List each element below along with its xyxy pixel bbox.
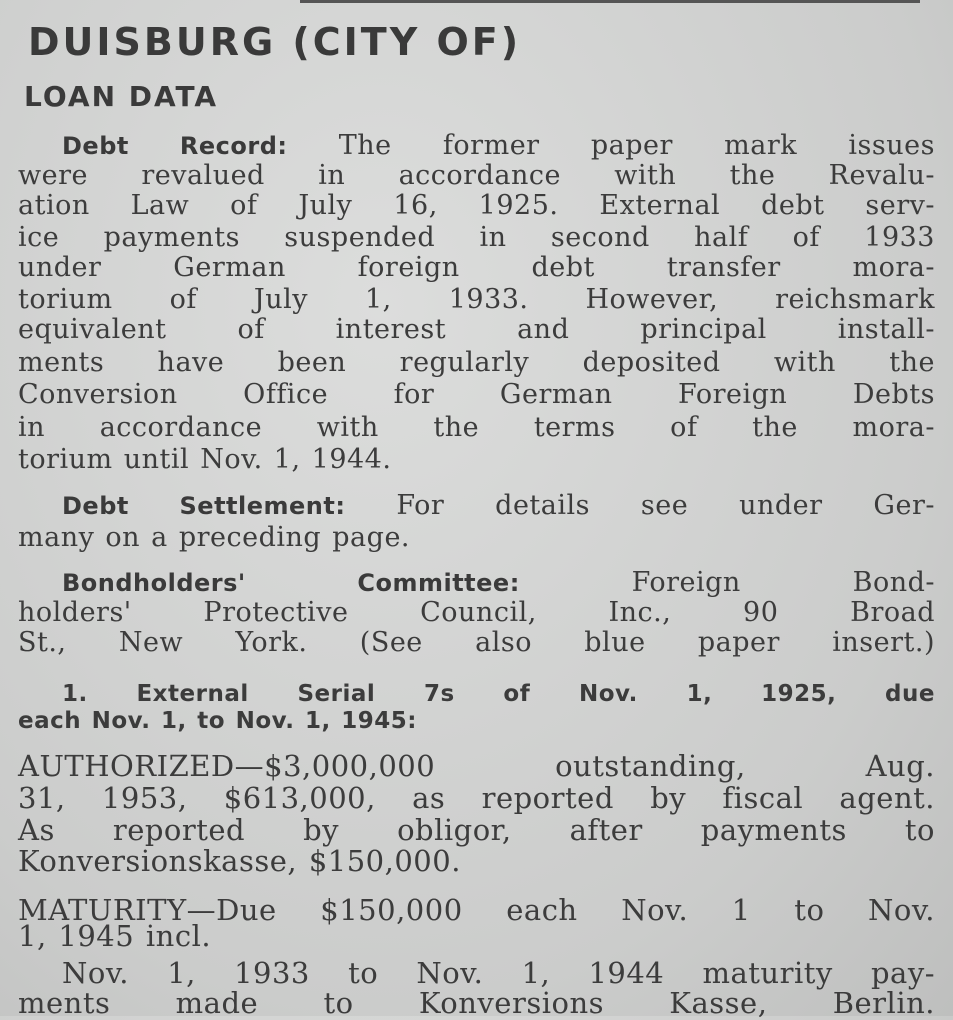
- line-text: torium of July 1, 1933. However, reichsmark: [18, 284, 935, 315]
- text-line: [18, 412, 935, 444]
- paragraph-lead: Debt Settlement:: [62, 492, 346, 520]
- line-text: in accordance with the terms of the mora-: [18, 412, 935, 443]
- text-line: [18, 444, 391, 476]
- text-line: [62, 567, 935, 599]
- line-text: under German foreign debt transfer mora-: [18, 252, 935, 283]
- line-text: ments made to Konversions Kasse, Berlin.: [18, 986, 935, 1020]
- text-line: [62, 130, 935, 162]
- line-text: As reported by obligor, after payments to: [18, 813, 935, 847]
- line-text: ice payments suspended in second half of 1933: [18, 222, 935, 253]
- line-text: ation Law of July 16, 1925. External debt serv-: [18, 190, 935, 221]
- text-line: [18, 814, 935, 846]
- text-line: [62, 957, 935, 989]
- line-text: 1. External Serial 7s of Nov. 1, 1925, due: [62, 681, 935, 707]
- paragraph-lead: Debt Record:: [62, 132, 288, 160]
- text-line: [18, 347, 935, 379]
- text-line: [18, 379, 935, 411]
- line-text: St., New York. (See also blue paper insert.): [18, 627, 935, 658]
- text-line: [18, 190, 935, 222]
- text-line: [18, 252, 935, 284]
- text-line: [18, 704, 417, 737]
- page-title: DUISBURG (CITY OF): [28, 20, 522, 64]
- line-text: were revalued in accordance with the Revalu-: [18, 160, 935, 191]
- line-text: The former paper mark issues: [287, 130, 935, 161]
- line-text: 1, 1945 incl.: [18, 919, 212, 953]
- line-text: many on a preceding page.: [18, 522, 411, 553]
- line-text: Conversion Office for German Foreign Debts: [18, 379, 935, 410]
- line-text: Foreign Bond-: [519, 567, 935, 598]
- text-line: [18, 597, 935, 629]
- text-line: [18, 750, 935, 782]
- line-text: MATURITY—Due $150,000 each Nov. 1 to Nov.: [18, 893, 935, 927]
- line-text: 31, 1953, $613,000, as reported by fiscal agent.: [18, 781, 935, 815]
- line-text: ments have been regularly deposited with the: [18, 347, 935, 378]
- line-text: AUTHORIZED—$3,000,000 outstanding, Aug.: [18, 749, 935, 783]
- line-text: For details see under Ger-: [345, 490, 935, 521]
- text-line: [18, 222, 935, 254]
- text-line: [18, 845, 461, 877]
- text-line: [18, 522, 410, 554]
- text-line: [18, 920, 211, 952]
- text-line: [18, 160, 935, 192]
- line-text: equivalent of interest and principal install-: [18, 314, 935, 345]
- text-line: [18, 627, 935, 659]
- line-text: Konversionskasse, $150,000.: [18, 844, 461, 878]
- line-text: Nov. 1, 1933 to Nov. 1, 1944 maturity pay-: [62, 956, 935, 990]
- line-text: torium until Nov. 1, 1944.: [18, 444, 392, 475]
- line-text: holders' Protective Council, Inc., 90 Broad: [18, 597, 935, 628]
- text-line: [18, 987, 935, 1019]
- line-text: each Nov. 1, to Nov. 1, 1945:: [18, 708, 417, 734]
- section-heading: LOAN DATA: [24, 80, 219, 113]
- text-line: [18, 314, 935, 346]
- text-line: [62, 490, 935, 522]
- top-rule: [300, 0, 920, 3]
- paragraph-lead: Bondholders' Committee:: [62, 569, 520, 597]
- text-line: [18, 284, 935, 316]
- text-line: [18, 782, 935, 814]
